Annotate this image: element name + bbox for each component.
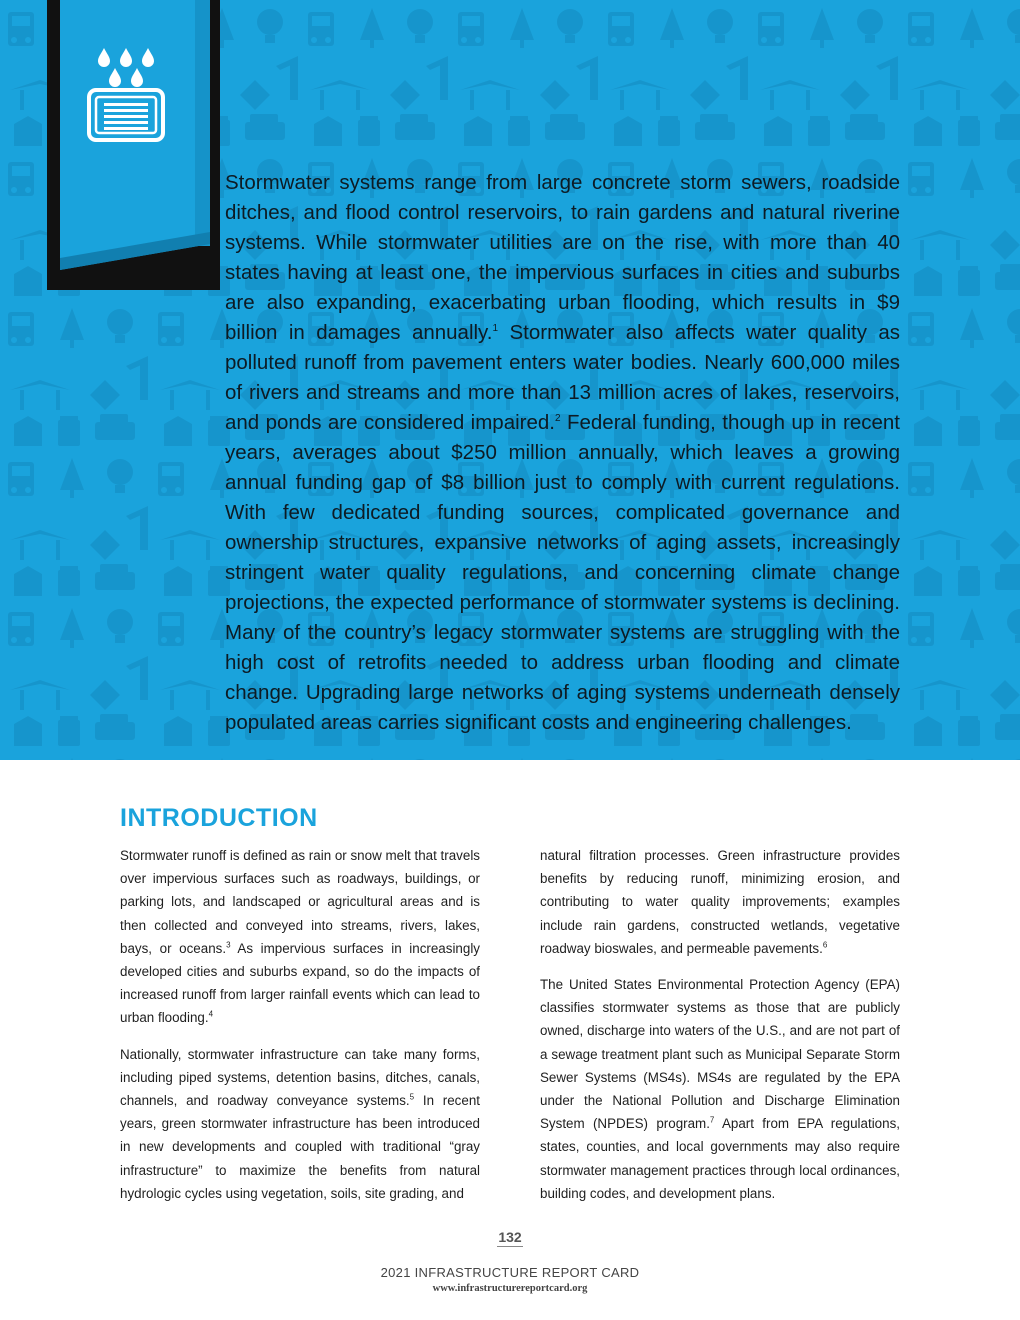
- text-run: As impervious surfaces in increasingly developed cities and suburbs expand, so do the impacts of increased runoff from larger rainfall events which can lead to urban flooding.: [120, 940, 480, 1026]
- body-paragraph: [120, 1043, 480, 1205]
- page-number: [0, 1229, 1020, 1247]
- footnote-ref: 4: [208, 1009, 214, 1019]
- stormwater-drain-icon: [86, 46, 166, 142]
- text-run: Stormwater runoff is defined as rain or snow melt that travels over impervious surfaces such as roadways, buildings, or parking lots, and landscaped or agricultural areas and is then collected and conveyed into streams, rivers, lakes, bays, or oceans.: [120, 848, 480, 956]
- body-paragraph: [540, 844, 900, 960]
- hero-text-run: Stormwater systems range from large concrete storm sewers, roadside ditches, and flood control reservoirs, to rain gardens and natural riverine systems. While stormwater utilities are on the rise, with more than 40 states having at least one, the impervious surfaces in cities and suburbs are also expanding, exacerbating urban flooding, which results in $9 billion in damages annually.: [225, 171, 900, 344]
- left-column: [120, 844, 480, 1218]
- footnote-ref: 2: [554, 413, 561, 425]
- text-run: Nationally, stormwater infrastructure can take many forms, including piped systems, detention basins, ditches, canals, channels, and roadway conveyance systems.: [120, 1046, 480, 1109]
- footer-url[interactable]: www.infrastructurereportcard.org: [432, 1283, 588, 1294]
- section-heading: INTRODUCTION: [120, 804, 318, 832]
- text-run: Apart from EPA regulations, states, counties, and local governments may also require stormwater management practices through local ordinances, building codes, and development plans.: [540, 1116, 900, 1201]
- category-ribbon: [0, 0, 230, 300]
- hero-text-run: Stormwater also affects water quality as polluted runoff from pavement enters water bodies. Nearly 600,000 miles of rivers and streams and more than 13 million acres of lakes, reservoirs, and ponds are considered impaired.: [225, 321, 901, 434]
- footnote-ref: 5: [409, 1092, 415, 1102]
- text-run: In recent years, green stormwater infrastructure has been introduced in new developments and coupled with traditional “gray infrastructure” to maximize the benefits from natural hydrologic cycles using vegetation, soils, site grading, and: [120, 1093, 480, 1201]
- footnote-ref: 3: [226, 940, 231, 950]
- footer-title: 2021 INFRASTRUCTURE REPORT CARD: [380, 1265, 640, 1280]
- footnote-ref: 6: [822, 940, 828, 950]
- body-paragraph: [540, 973, 900, 1205]
- text-run: natural filtration processes. Green infrastructure provides benefits by reducing runoff, minimizing erosion, and contributing to water quality improvements; examples include rain gardens, constructed wetlands, vegetative roadway bioswales, and permeable pavements.: [540, 848, 900, 956]
- footnote-ref: 1: [492, 323, 499, 335]
- footnote-ref: 7: [709, 1115, 715, 1125]
- page-number-value: 132: [498, 1229, 522, 1245]
- right-column: [540, 844, 900, 1218]
- hero-paragraph: [225, 168, 900, 738]
- hero-text-run: Federal funding, though up in recent years, averages about $250 million annually, which leaves a growing annual funding gap of $8 billion just to comply with current regulations. With few dedicated funding sources, complicated governance and ownership structures, expansive networks of aging assets, increasingly stringent water quality regulations, and concerning climate change projections, the expected performance of stormwater systems is declining. Many of the country’s legacy stormwater systems are struggling with the high cost of retrofits needed to address urban flooding and climate change. Upgrading large networks of aging systems underneath densely populated areas carries significant costs and engineering challenges.: [225, 411, 900, 734]
- body-paragraph: [120, 844, 480, 1030]
- text-run: The United States Environmental Protection Agency (EPA) classifies stormwater systems as those that are publicly owned, discharge into waters of the U.S., and are not part of a sewage treatment plant such as Municipal Separate Storm Sewer Systems (MS4s). MS4s are regulated by the EPA under the National Pollution and Discharge Elimination System (NPDES) program.: [540, 977, 900, 1132]
